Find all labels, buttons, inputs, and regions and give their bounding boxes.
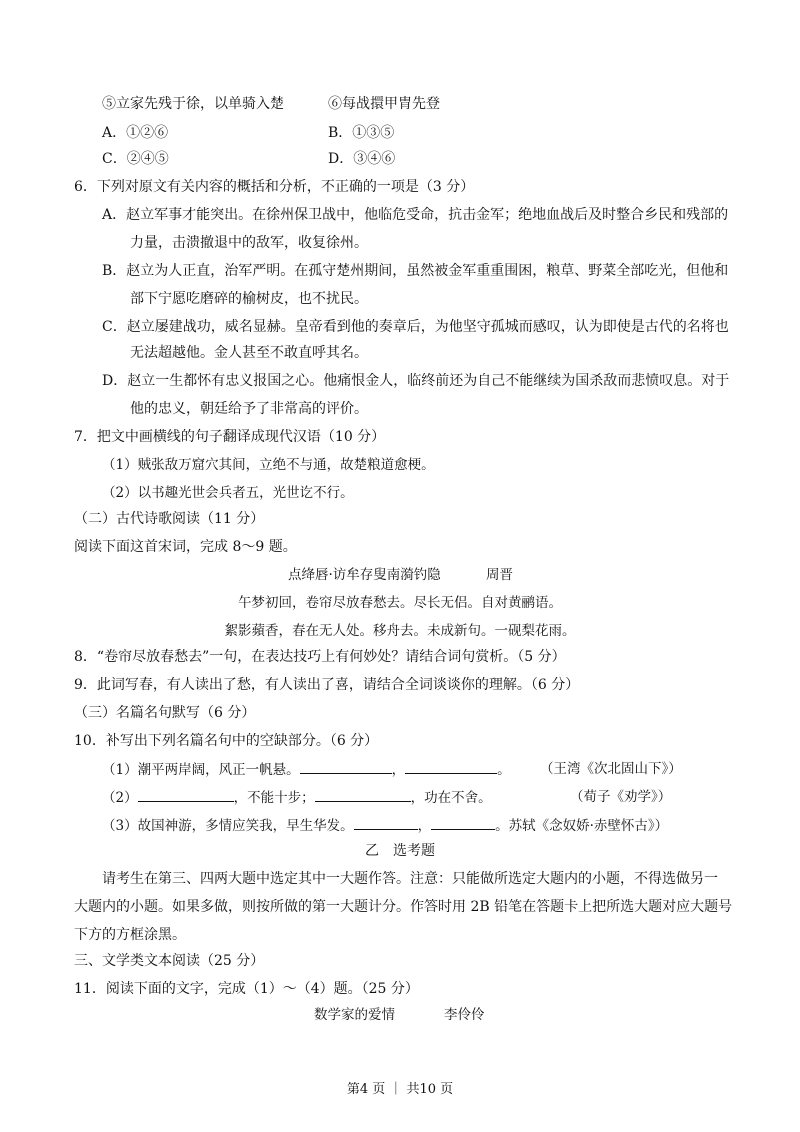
- poem-line-1: 午梦初回，卷帘尽放春愁去。尽长无侣。自对黄鹂语。: [238, 595, 562, 611]
- q5-item-6: ⑥每战擐甲胄先登: [328, 96, 440, 112]
- q6-stem: 6．下列对原文有关内容的概括和分析，不正确的一项是（3 分）: [74, 179, 475, 195]
- q10-stem: 10．补写出下列名篇名句中的空缺部分。（6 分）: [74, 733, 379, 749]
- page-footer: 第4 页 ｜ 共10 页: [346, 1082, 454, 1097]
- section-2-heading: （二）古代诗歌阅读（11 分）: [74, 511, 265, 527]
- q10-item-2: [102, 787, 492, 808]
- q6-option-b-line2: 部下宁愿吃磨碎的榆树皮，也不扰民。: [130, 291, 368, 307]
- q5-option-a: A．①②⑥: [102, 125, 169, 141]
- q10-item-3-comma: ，: [417, 818, 432, 834]
- optional-instructions-line3: 下方的方框涂黑。: [74, 927, 186, 943]
- q6-option-a-line1: A．赵立军事才能突出。在徐州保卫战中，他临危受命，抗击金军；绝地血战后及时整合乡民和残部的: [102, 207, 729, 223]
- q10-item-1-text: （1）潮平两岸阔，风正一帆悬。: [102, 762, 300, 778]
- q5-option-b: B．①③⑤: [328, 125, 395, 141]
- article-title: 数学家的爱情: [314, 1007, 395, 1023]
- q10-item-1-blank-b[interactable]: [405, 759, 497, 774]
- optional-section-title: 乙 选考题: [365, 843, 435, 859]
- q10-item-2-source: （荀子《劝学》）: [570, 789, 672, 805]
- q10-item-1-period: 。: [497, 762, 511, 778]
- poem-title: 点绛唇·访牟存叟南漪钓隐: [288, 567, 441, 583]
- q5-option-d: D．③④⑥: [328, 151, 396, 167]
- section-2-intro: 阅读下面这首宋词，完成 8～9 题。: [74, 539, 297, 555]
- q10-item-2-end: ，功在不舍。: [410, 790, 492, 806]
- poem-author: 周晋: [486, 567, 513, 583]
- q10-item-3-text: （3）故国神游，多情应笑我，早生华发。: [102, 818, 354, 834]
- q10-item-3-source: 苏轼《念奴娇·赤壁怀古》）: [508, 818, 669, 834]
- q10-item-1-comma: ，: [391, 762, 406, 778]
- q10-item-2-mid: ，不能十步；: [233, 790, 315, 806]
- section-3-heading: （三）名篇名句默写（6 分）: [74, 705, 256, 721]
- optional-instructions-line1: 请考生在第三、四两大题中选定其中一大题作答。注意：只能做所选定大题内的小题，不得选做另一: [102, 871, 718, 887]
- q7-sentence-2: （2）以书趣光世会兵者五，光世讫不行。: [102, 485, 354, 501]
- q6-option-d-line1: D．赵立一生都怀有忠义报国之心。他痛恨金人，临终前还为自己不能继续为国杀敌而悲愤叹息。对于: [102, 373, 730, 389]
- poem-line-2: 絮影蘋香，春在无人处。移舟去。未成新句。一砚梨花雨。: [224, 623, 576, 639]
- q6-option-c-line1: C．赵立屡建战功，威名显赫。皇帝看到他的奏章后，为他坚守孤城而感叹，认为即使是古代的名将也: [102, 319, 729, 335]
- q7-stem: 7．把文中画横线的句子翻译成现代汉语（10 分）: [74, 429, 386, 445]
- q6-option-c-line2: 无法超越他。金人甚至不敢直呼其名。: [130, 345, 368, 361]
- q10-item-3-blank-b[interactable]: [431, 815, 495, 830]
- q10-item-1: [102, 759, 511, 780]
- q8-stem: 8．“卷帘尽放春愁去”一句，在表达技巧上有何妙处？请结合词句赏析。（5 分）: [74, 649, 566, 665]
- q7-sentence-1: （1）贼张敌万窟穴其间，立绝不与通，故楚粮道愈梗。: [102, 457, 435, 473]
- q6-option-d-line2: 他的忠义，朝廷给予了非常高的评价。: [130, 401, 368, 417]
- q10-item-3-period: 。: [495, 818, 509, 834]
- q6-option-a-line2: 力量，击溃撤退中的敌军，收复徐州。: [130, 235, 368, 251]
- optional-instructions-line2: 大题内的小题。如果多做，则按所做的第一大题计分。作答时用 2B 铅笔在答题卡上把所选大题对应大题号: [74, 899, 733, 915]
- part-3-heading: 三、文学类文本阅读（25 分）: [74, 953, 265, 969]
- q6-option-b-line1: B．赵立为人正直，治军严明。在孤守楚州期间，虽然被金军重重围困，粮草、野菜全部吃光，但他和: [102, 263, 729, 279]
- q11-stem: 11．阅读下面的文字，完成（1）～（4）题。（25 分）: [74, 981, 419, 997]
- article-author: 李伶伶: [444, 1007, 485, 1023]
- q10-item-2-blank-a[interactable]: [138, 787, 234, 802]
- q5-item-5: ⑤立家先残于徐，以单骑入楚: [102, 96, 284, 112]
- q5-option-c: C．②④⑤: [102, 151, 169, 167]
- q10-item-1-source: （王湾《次北固山下》）: [540, 761, 682, 777]
- q9-stem: 9．此词写春，有人读出了愁，有人读出了喜，请结合全词谈谈你的理解。（6 分）: [74, 677, 580, 693]
- q10-item-2-blank-b[interactable]: [315, 787, 411, 802]
- q10-item-2-lead: （2）: [102, 790, 138, 806]
- q10-item-3-blank-a[interactable]: [354, 815, 418, 830]
- q10-item-1-blank-a[interactable]: [300, 759, 392, 774]
- q10-item-3: [102, 815, 668, 836]
